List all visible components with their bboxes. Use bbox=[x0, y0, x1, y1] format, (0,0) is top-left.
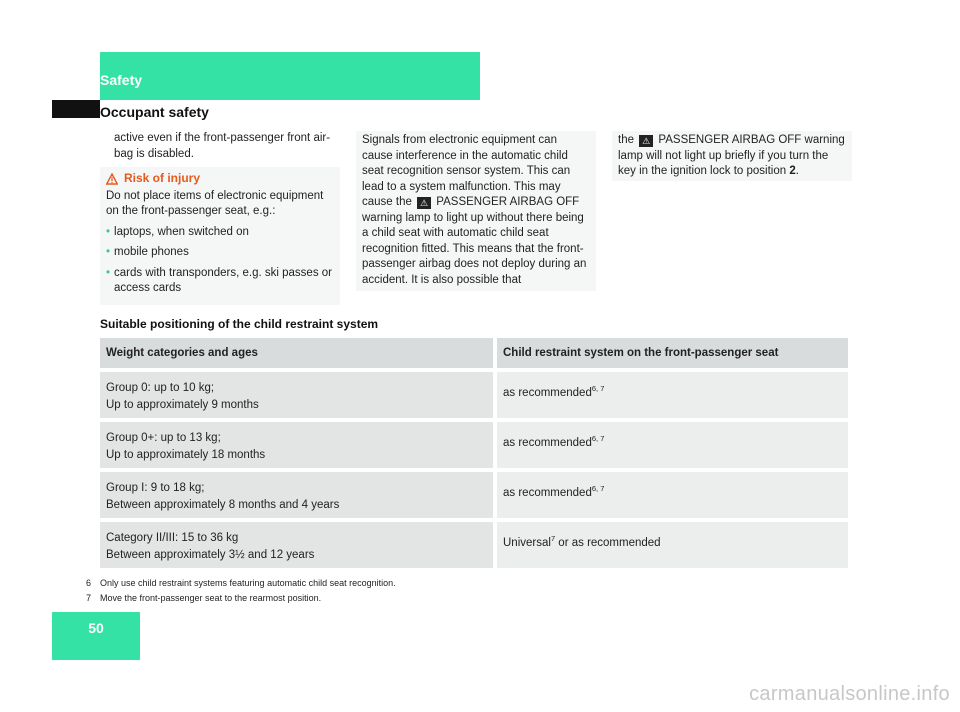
passenger-airbag-off-icon: ⚠ bbox=[639, 135, 653, 147]
weight-cell: Group 0: up to 10 kg; Up to approximately 9 months bbox=[100, 368, 493, 418]
restraint-cell: as recommended$^{6, 7}$ bbox=[497, 468, 848, 518]
table-header-row bbox=[100, 338, 848, 368]
list-item: • laptops, when switched on bbox=[106, 225, 334, 241]
list-item: • cards with transponders, e.g. ski passes or access cards bbox=[106, 266, 334, 297]
restraint-cell: as recommended$^{6, 7}$ bbox=[497, 418, 848, 468]
passenger-airbag-off-icon: ⚠ bbox=[417, 197, 431, 209]
restraint-cell: Universal$^7$ or as recommended bbox=[497, 518, 848, 568]
footnote: 7 Move the front-passenger seat to the rearmost position. bbox=[86, 593, 322, 603]
child-restraint-table bbox=[96, 338, 852, 568]
lamp-note: the ⚠ PASSENGER AIRBAG OFF warning lamp will not light up briefly if you turn the key in the ignition lock to position 2. bbox=[612, 131, 852, 181]
interference-note: Signals from electronic equipment can cause interference in the automatic child seat recognition sensor system. This can lead to a system malfunction. This may cause the ⚠ PASSENGER AIRBAG OFF warning lamp to light up without there being a child seat with automatic child seat recognition fitted. This means that the front-passenger airbag does not deploy during an accident. It is also possible that bbox=[356, 131, 596, 291]
list-item: • mobile phones bbox=[106, 245, 334, 261]
warning-text: Do not place items of electronic equipment on the front-passenger seat, e.g.: bbox=[106, 189, 324, 217]
column-header: Weight categories and ages bbox=[100, 338, 493, 368]
weight-cell: Group 0+: up to 13 kg; Up to approximately 18 months bbox=[100, 418, 493, 468]
table-title: Suitable positioning of the child restraint system bbox=[100, 317, 379, 331]
weight-cell: Group I: 9 to 18 kg; Between approximately 8 months and 4 years bbox=[100, 468, 493, 518]
bullet-icon: • bbox=[106, 225, 111, 238]
restraint-cell: as recommended$^{6, 7}$ bbox=[497, 368, 848, 418]
warning-heading bbox=[106, 171, 334, 187]
section-tab bbox=[100, 52, 480, 100]
warning-title: Risk of injury bbox=[124, 171, 201, 185]
page-number: 50 bbox=[52, 612, 140, 660]
warning-box bbox=[100, 167, 340, 305]
table-row bbox=[100, 368, 848, 418]
bullet-icon: • bbox=[106, 246, 111, 258]
column-header: Child restraint system on the front-passenger seat bbox=[497, 338, 848, 368]
watermark: carmanualsonline.info bbox=[749, 683, 950, 705]
intro-text: active even if the front-passenger front air-bag is disabled. bbox=[114, 132, 331, 160]
page-heading: Occupant safety bbox=[100, 104, 209, 120]
table-row bbox=[100, 418, 848, 468]
weight-cell: Category II/III: 15 to 36 kg Between approximately 3½ and 12 years bbox=[100, 518, 493, 568]
warning-triangle-icon bbox=[106, 173, 118, 185]
table-row bbox=[100, 518, 848, 568]
table-row bbox=[100, 468, 848, 518]
heading-marker bbox=[52, 100, 100, 118]
footnote: 6 Only use child restraint systems featuring automatic child seat recognition. bbox=[86, 578, 396, 588]
bullet-icon: • bbox=[106, 266, 111, 279]
section-tab-label: Safety bbox=[100, 72, 143, 88]
